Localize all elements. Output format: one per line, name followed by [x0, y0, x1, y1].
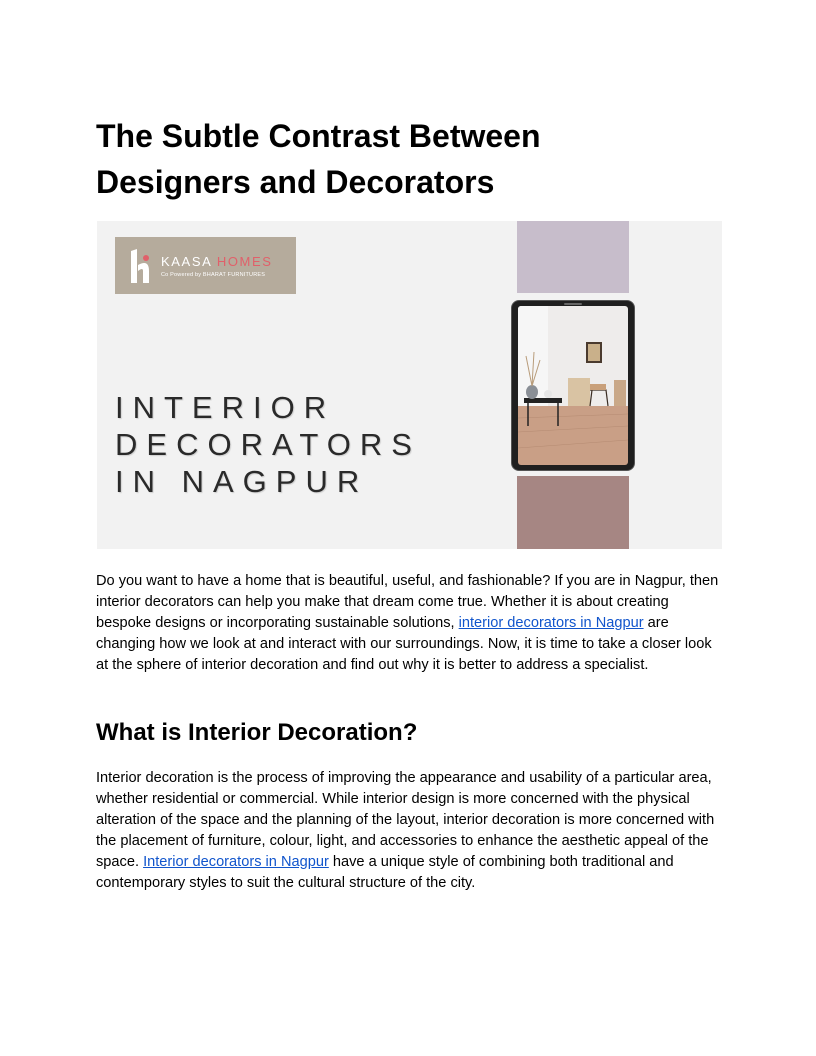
definition-text-after-link: have a unique style of combining both traditional and contemporary styles to suit the cultural structure of the city.: [96, 854, 674, 891]
room-photo: [518, 306, 628, 465]
page-title-line-1: The Subtle Contrast Between: [96, 118, 541, 154]
interior-decorators-nagpur-link[interactable]: Interior decorators in Nagpur: [143, 854, 329, 870]
page-title: [96, 113, 722, 205]
intro-text-after-link: are changing how we look at and interact with our surroundings. Now, it is time to take a closer look at the sphere of interior decoration and find out why it is better to address a specialist.: [96, 615, 712, 673]
banner-headline-line-3: IN NAGPUR: [115, 464, 369, 499]
brand-tagline: Co Powered by BHARAT FURNITURES: [161, 272, 266, 278]
hero-banner-image: [97, 221, 722, 549]
tablet-mockup: [511, 300, 635, 471]
page-title-line-2: Designers and Decorators: [96, 164, 495, 200]
banner-headline-line-1: INTERIOR: [115, 390, 336, 425]
section-heading: What is Interior Decoration?: [96, 719, 418, 746]
intro-paragraph: [96, 571, 722, 676]
tablet-camera: [564, 303, 582, 305]
brand-name-second: HOMES: [216, 254, 273, 269]
interior-decorators-link[interactable]: interior decorators in Nagpur: [458, 615, 644, 631]
decorative-block-top: [517, 221, 629, 293]
intro-text-before-link: Do you want to have a home that is beautiful, useful, and fashionable? If you are in Nagpur, then interior decorators can help you make that dream come true. Whether it is about creating bespoke designs or incorporating sustainable solutions,: [96, 573, 719, 631]
definition-text-before-link: Interior decoration is the process of improving the appearance and usability of a particular area, whether residential or commercial. While interior design is more concerned with the physical alteration of the space and the planning of the layout, interior decoration is more concerned with the placement of furniture, colour, light, and accessories to enhance the aesthetic appeal of the space.: [96, 770, 715, 870]
brand-logo: [115, 237, 296, 294]
banner-headline-line-2: DECORATORS: [115, 427, 421, 462]
banner-headline: [115, 389, 421, 500]
definition-paragraph: [96, 768, 722, 894]
brand-name-first: KAASA: [161, 254, 217, 269]
brand-name: [161, 254, 273, 269]
decorative-block-bottom: [517, 476, 629, 549]
k-monogram-icon: [129, 249, 151, 283]
